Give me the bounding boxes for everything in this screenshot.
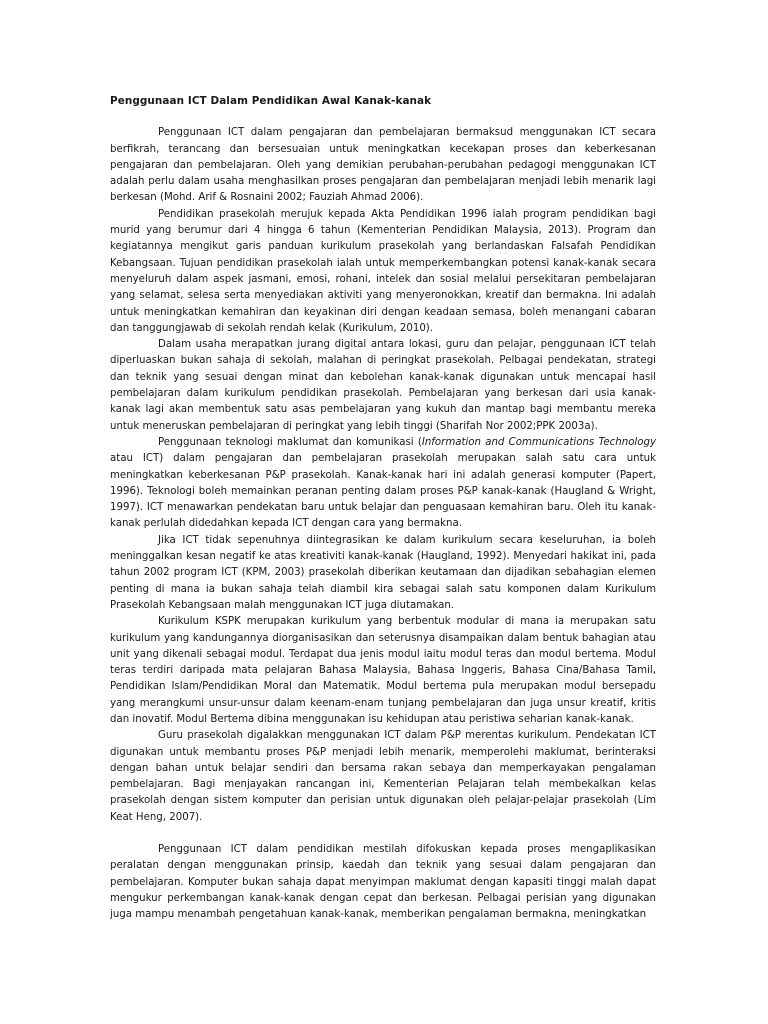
paragraph-5: Jika ICT tidak sepenuhnya diintegrasikan ke dalam kurikulum secara keseluruhan, ia boleh meninggalkan kesan negatif ke atas kreativiti kanak-kanak (Haugland, 1992). Menyedari hakikat ini, pada tahun 2002 program ICT (KPM, 2003) prasekolah diberikan keutamaan dan dijadikan sebahagian elemen penting di mana ia bukan sahaja telah diambil kira sebagai salah satu komponen dalam Kurikulum Prasekolah Kebangsaan malah menggunakan ICT juga diutamakan. <box>110 534 656 611</box>
paragraph-4-before: Penggunaan teknologi maklumat dan komunikasi ( <box>158 436 422 448</box>
paragraph-7: Guru prasekolah digalakkan menggunakan ICT dalam P&P merentas kurikulum. Pendekatan ICT digunakan untuk membantu proses P&P menjadi lebih menarik, memperolehi maklumat, berinteraksi dengan bahan untuk belajar sendiri dan bersama rakan sebaya dan memperkayakan pengalaman pembelajaran. Bagi menjayakan rancangan ini, Kementerian Pelajaran telah membekalkan kelas prasekolah dengan sistem komputer dan perisian untuk digunakan oleh pelajar-pelajar prasekolah (Lim Keat Heng, 2007). <box>110 730 656 823</box>
document-page <box>110 93 656 923</box>
paragraph-6: Kurikulum KSPK merupakan kurikulum yang berbentuk modular di mana ia merupakan satu kurikulum yang kandungannya diorganisasikan dan seterusnya disampaikan dalam bentuk bahagian atau unit yang dikenali sebagai modul. Terdapat dua jenis modul iaitu modul teras dan modul bertema. Modul teras terdiri daripada mata pelajaran Bahasa Malaysia, Bahasa Inggeris, Bahasa Cina/Bahasa Tamil, Pendidikan Islam/Pendidikan Moral dan Matematik. Modul bertema pula merupakan modul bersepadu yang merangkumi unsur-unsur dalam keenam-enam tunjang pembelajaran dan juga unsur kreatif, kritis dan inovatif. Modul Bertema dibina menggunakan isu kehidupan atau peristiwa seharian kanak-kanak. <box>110 616 656 725</box>
paragraph-8: Penggunaan ICT dalam pendidikan mestilah difokuskan kepada proses mengaplikasikan peralatan dengan menggunakan prinsip, kaedah dan teknik yang sesuai dalam pengajaran dan pembelajaran. Komputer bukan sahaja dapat menyimpan maklumat dengan kapasiti tinggi malah dapat mengukur perkembangan kanak-kanak dengan cepat dan berkesan. Pelbagai perisian yang digunakan juga mampu menambah pengetahuan kanak-kanak, memberikan pengalaman bermakna, meningkatkan <box>110 844 656 921</box>
document-title: Penggunaan ICT Dalam Pendidikan Awal Kanak-kanak <box>110 95 432 107</box>
paragraph-3: Dalam usaha merapatkan jurang digital antara lokasi, guru dan pelajar, penggunaan ICT telah diperluaskan bukan sahaja di sekolah, malahan di peringkat prasekolah. Pelbagai pendekatan, strategi dan teknik yang sesuai dengan minat dan kebolehan kanak-kanak digunakan untuk mencapai hasil pembelajaran dalam kurikulum pendidikan prasekolah. Pembelajaran yang berkesan dari usia kanak-kanak lagi akan membentuk satu asas pembelajaran yang kukuh dan mantap bagi membantu mereka untuk meneruskan pembelajaran di peringkat yang lebih tinggi (Sharifah Nor 2002;PPK 2003a). <box>110 339 656 432</box>
paragraph-4-after: atau ICT) dalam pengajaran dan pembelajaran prasekolah merupakan salah satu cara untuk meningkatkan keberkesanan P&P prasekolah. Kanak-kanak hari ini adalah generasi komputer (Papert, 1996). Teknologi boleh memainkan peranan penting dalam proses P&P kanak-kanak (Haugland & Wright, 1997). ICT menawarkan pendekatan baru untuk belajar dan penguasaan kemahiran baru. Oleh itu kanak-kanak perlulah didedahkan kepada ICT dengan cara yang bermakna. <box>110 453 656 530</box>
paragraph-4 <box>110 435 656 533</box>
paragraph-1: Penggunaan ICT dalam pengajaran dan pembelajaran bermaksud menggunakan ICT secara berfikrah, terancang dan bersesuaian untuk meningkatkan kecekapan proses dan keberkesanan pengajaran dan pembelajaran. Oleh yang demikian perubahan-perubahan pedagogi menggunakan ICT adalah perlu dalam usaha menghasilkan proses pengajaran dan pembelajaran menjadi lebih menarik lagi berkesan (Mohd. Arif & Rosnaini 2002; Fauziah Ahmad 2006). <box>110 127 656 204</box>
paragraph-4-italic: Information and Communications Technology <box>421 436 656 448</box>
paragraph-2: Pendidikan prasekolah merujuk kepada Akta Pendidikan 1996 ialah program pendidikan bagi murid yang berumur dari 4 hingga 6 tahun (Kementerian Pendidikan Malaysia, 2013). Program dan kegiatannya mengikut garis panduan kurikulum prasekolah yang berlandaskan Falsafah Pendidikan Kebangsaan. Tujuan pendidikan prasekolah ialah untuk memperkembangkan potensi kanak-kanak secara menyeluruh dalam aspek jasmani, emosi, rohani, intelek dan sosial melalui persekitaran pembelajaran yang selamat, selesa serta menyediakan aktiviti yang menyeronokkan, kreatif dan bermakna. Ini adalah untuk meningkatkan kemahiran dan keyakinan diri dengan keadaan semasa, boleh menangani cabaran dan tanggungjawab di sekolah rendah kelak (Kurikulum, 2010). <box>110 208 656 334</box>
